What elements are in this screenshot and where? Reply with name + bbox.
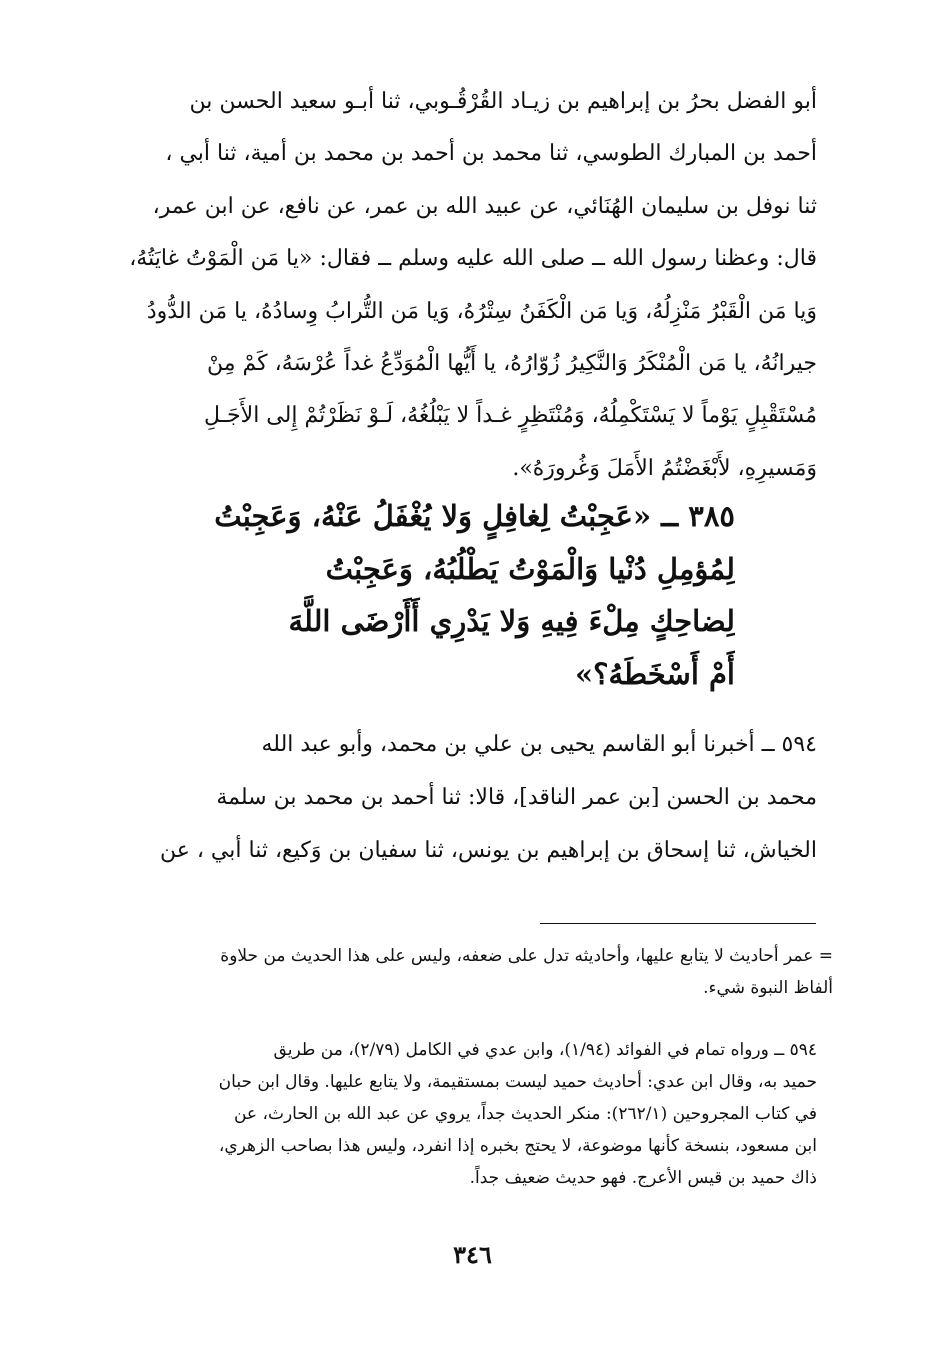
hadith-594-chain bbox=[112, 718, 817, 877]
footnote-line: في كتاب المجروحين (٢٦٢/١): منكر الحديث جداً، يروي عن عبد الله بن الحارث، عن bbox=[233, 1104, 817, 1124]
text-line: أحمد بن المبارك الطوسي، ثنا محمد بن أحمد بن محمد بن أمية، ثنا أبي ، bbox=[165, 141, 817, 167]
footnote-divider bbox=[540, 923, 816, 924]
text-line: الخياش، ثنا إسحاق بن إبراهيم بن يونس، ثنا سفيان بن وَكيع، ثنا أبي ، عن bbox=[159, 838, 817, 863]
page-number: ٣٤٦ bbox=[453, 1240, 492, 1269]
text-line: أبو الفضل بحرُ بن إبراهيم بن زيـاد القُرْقُـوبي، ثنا أبـو سعيد الحسن بن bbox=[189, 89, 817, 114]
footnote-continued bbox=[112, 940, 833, 1004]
footnote-line: ذاك حميد بن قيس الأعرج. فهو حديث ضعيف جداً. bbox=[469, 1168, 817, 1188]
hadith-line: لِمُؤمِلِ دُنْيا وَالْمَوْتُ يَطْلُبُهُ، وَعَجِبْتُ bbox=[325, 551, 735, 586]
footnote-line: ابن مسعود، بنسخة كأنها موضوعة، لا يحتج بخبره إذا انفرد، وليس هذا بصاحب الزهري، bbox=[218, 1136, 817, 1156]
hadith-line: لِضاحِكٍ مِلْءَ فِيهِ وَلا يَدْرِي أَأَرْضَى اللَّهَ bbox=[288, 604, 735, 638]
text-line: ٥٩٤ ــ أخبرنا أبو القاسم يحيى بن علي بن محمد، وأبو عبد الله bbox=[261, 732, 817, 757]
main-text bbox=[112, 76, 817, 495]
footnote-line: ٥٩٤ ــ ورواه تمام في الفوائد (١/٩٤)، وابن عدي في الكامل (٢/٧٩)، من طريق bbox=[273, 1040, 817, 1060]
text-line: جيرانُهُ، يا مَن الْمُنْكَرُ وَالنَّكِيرُ زُوّارُهُ، يا أَيُّها الْمُوَدِّعُ غداً عُرْسَهُ، كَمْ مِنْ bbox=[207, 350, 817, 376]
text-line: مُسْتَقْبِلٍ يَوْماً لا يَسْتَكْمِلُهُ، وَمُنْتَظِرٍ غـداً لا يَبْلُغُهُ، لَـوْ نَظَرْتُمْ إِلى الأَجَـلِ bbox=[203, 403, 817, 429]
hadith-line: ٣٨٥ ــ «عَجِبْتُ لِغافِلٍ وَلا يُغْفَلُ عَنْهُ، وَعَجِبْتُ bbox=[214, 499, 735, 533]
footnote-line: = عمر أحاديث لا يتابع عليها، وأحاديثه تدل على ضعفه، وليس على هذا الحديث من حلاوة bbox=[220, 946, 833, 966]
hadith-385 bbox=[190, 490, 735, 700]
footnote-594 bbox=[112, 1034, 817, 1194]
footnote-line: ألفاظ النبوة شيء. bbox=[703, 978, 833, 998]
text-line: وَمَسيرِهِ، لأَبْغَضْتُمُ الأَمَلَ وَغُرورَهُ». bbox=[512, 455, 817, 481]
footnote-line: حميد به، وقال ابن عدي: أحاديث حميد ليست بمستقيمة، ولا يتابع عليها. وقال ابن حبان bbox=[218, 1072, 817, 1092]
text-line: محمد بن الحسن [بن عمر الناقد]، قالا: ثنا أحمد بن محمد بن سلمة bbox=[216, 785, 817, 810]
hadith-line: أَمْ أَسْخَطَهُ؟» bbox=[574, 656, 735, 691]
text-line: وَيا مَن الْقَبْرُ مَنْزِلُهُ، وَيا مَن الْكَفَنُ سِتْرُهُ، وَيا مَن التُّرابُ وِسادُهُ، يا مَن الدُّودُ bbox=[146, 298, 817, 324]
text-line: قال: وعظنا رسول الله ــ صلى الله عليه وسلم ــ فقال: «يا مَن الْمَوْتُ غايَتُهُ، bbox=[129, 246, 817, 272]
text-line: ثنا نوفل بن سليمان الهُنَائي، عن عبيد الله بن عمر، عن نافع، عن ابن عمر، bbox=[152, 193, 817, 219]
